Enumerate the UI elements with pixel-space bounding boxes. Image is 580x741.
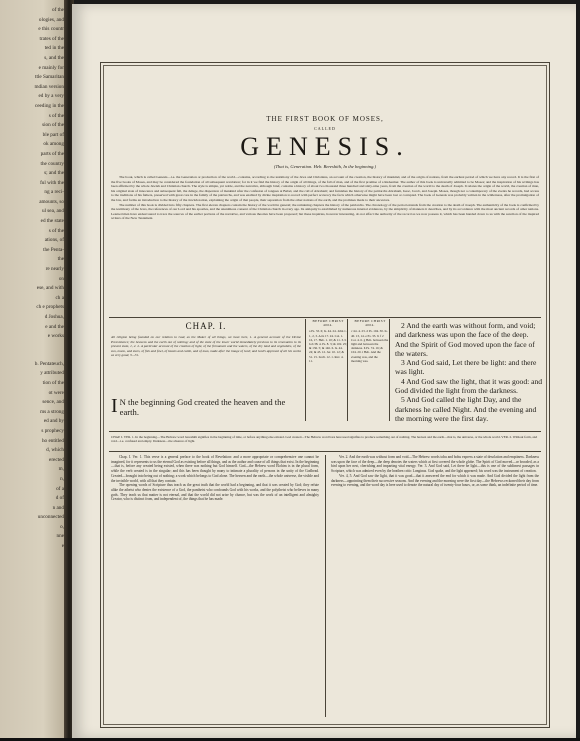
facing-page-line: s, and the [44, 54, 64, 61]
called-label: CALLED [314, 126, 336, 131]
facing-page-line: ul sea, and [41, 208, 64, 215]
page-subtitle: (That is, Generation. Heb. Bereshith, In the beginning.) [273, 164, 377, 169]
facing-page-line: sion of the [42, 122, 64, 129]
facing-page-line: s of the [48, 112, 64, 119]
facing-page-line: ch a [55, 294, 64, 301]
facing-page-line: ot were [48, 389, 64, 396]
commentary-right [331, 455, 539, 719]
commentary-left [111, 455, 319, 719]
ref-heading: BEFORE CHRIST 4004. [354, 319, 386, 328]
footnotes: CHAP. I. VER. 1. In the beginning—The Hebrew word bereshith signifies in the beginning of time, or before anything else existed. God created—The Hebrew word bara here used signifies to produce something out of nothing. The heaven and the earth—that is, the universe, or the whole world. VER. 2. Without form, and void—i.e. confused and empty. Darkness—the absence of light. [111, 435, 538, 444]
facing-page-line: ed by a very [38, 93, 64, 100]
divider [109, 317, 541, 318]
introduction-text [111, 175, 539, 395]
facing-page-line: sence, and [42, 399, 64, 406]
facing-page-line: o, [60, 523, 64, 530]
divider [109, 431, 541, 432]
facing-page-line: n, [60, 475, 64, 482]
facing-page-line: n and [52, 504, 64, 511]
facing-page-line: ms a strong [40, 408, 64, 415]
commentary-paragraph: Ver. 2. And the earth was without form and void—The Hebrew words tohu and bohu express a state of desolation and emptiness. Darkness was upon the face of the deep—the deep denotes the waters which at first covered the whole globe. The Spirit of God moved—or brooded, as a bird upon her nest, cherishing and imparting vital energy. Ver. 3. And God said, Let there be light—this is one of the sublimest passages in Scripture, which was admired even by the heathen critic Longinus. God spake, and the light appeared; his word was the instrument of creation. [331, 455, 539, 474]
facing-page-line: d Joshua, [44, 314, 64, 320]
cross-references-left [305, 319, 347, 421]
commentary-paragraph: Ver. 4, 5. And God saw the light, that it was good—that it answered the end for which it was made. And God divided the light from the darkness—appointing them their successive seasons. And the evening and the morning were the first day—the Hebrews reckoned their day from evening to evening, and the word day is here used to denote the natural day of twenty-four hours, or, as some think, an indefinite period of time. [331, 473, 539, 488]
facing-page-line: ese, and with [36, 285, 64, 292]
verse: 4 And God saw the light, that it was good: and God divided the light from the darkness. [395, 376, 543, 396]
page-title: GENESIS. [240, 132, 410, 161]
facing-page-line: erected [49, 456, 64, 463]
facing-page-line: b. Pentateuch, [34, 360, 64, 367]
facing-page-line: e mainly for [38, 64, 64, 71]
verse: 5 And God called the light Day, and the darkness he called Night. And the evening and the morning were the first day. [395, 395, 537, 423]
facing-page-line: s; and the [44, 170, 64, 177]
facing-page-line: ho entitled [41, 437, 64, 444]
ref-heading: BEFORE CHRIST 4004. [312, 319, 344, 328]
divider [109, 451, 541, 452]
facing-page-line: the country [40, 160, 64, 167]
facing-page-line: ed the state [40, 218, 64, 225]
facing-page-line: mdian version [34, 83, 64, 90]
column-separator [325, 455, 326, 717]
bible-page [72, 4, 576, 738]
facing-page-line: amounts, so [39, 198, 64, 205]
facing-page-line: e this countr [38, 26, 64, 33]
facing-page-text [2, 6, 64, 552]
verse: 2 And the earth was without form, and void; and darkness was upon the face of the deep. And the Spirit of God moved upon the face of the waters. [395, 321, 536, 358]
drop-cap: I [111, 395, 118, 417]
facing-page-line: e and the [45, 323, 64, 330]
facing-page-line: ted in the [44, 45, 64, 52]
facing-page-line: ok among [43, 141, 64, 148]
intro-paragraph: The book, which is called Genesis—i.e. the Generation or production of the world—contains, according to the testimony of the Jews and Christians, an account of the creation, the history of mankind, and of the origin of nations, from the earliest period of which we have any record. It is the first of the five books of Moses, and may be considered the foundation of all subsequent revelation; for in it we find the history of the origin of all things, of the fall of man, and of the first promise of a Redeemer. The author of this book is universally admitted to be Moses; and the inspiration of his writings has been affirmed by the whole Jewish and Christian church. The style is simple, yet noble, and the narrative, although brief, contains a history of about two thousand three hundred and sixty-nine years, from the creation of the world to the death of Joseph. It relates the origin of the world, the creation of man, his original state of innocence and subsequent fall, the deluge, the dispersion of mankind after the confusion of tongues at Babel, and the call of Abraham; and furnishes the history of the patriarchs Abraham, Isaac, Jacob, and Joseph. Moses, though not a contemporary of the events he records, had access to the traditions of his fathers, preserved with great care in the family of the patriarchs, and was enabled by divine inspiration to record with perfect accuracy the facts which otherwise might have been lost or corrupted. The book of Genesis was probably written in the wilderness, after the promulgation of the law, and forms an introduction to the history of the Jewish nation, explaining the origin of that people, their separation from the other nations of the earth, and the promises made to their ancestors. [111, 175, 539, 202]
commentary-paragraph: Chap. I. Ver. 1. This verse is a general preface to the book of Revelation: and a more appropriate or comprehensive one cannot be imagined, for it represents to us the eternal God as existing before all things, and as the author and cause of all things that exist. In the beginning—that is, before any created being existed, when there was nothing but God himself. God—the Hebrew word Elohim is in the plural form, while the verb created is in the singular; and this has been thought by many to intimate a plurality of persons in the unity of the Godhead. Created—brought into being out of nothing; a work which belongs to God alone. The heaven and the earth—the whole universe, the visible and the invisible world, with all that they contain. [111, 455, 319, 483]
verse-column [395, 321, 543, 423]
book-title: THE FIRST BOOK OF MOSES, [266, 115, 384, 123]
facing-page-line: the Penta- [43, 246, 64, 253]
cross-references-right [347, 319, 390, 421]
facing-page-line: ful with the [40, 179, 64, 186]
ref-list: c Jer. 4. 23. d Ps. 104. 30. Is. 40. 13, 14. e Ps. 33. 9. f 2 Cor. 4. 6. g Heb. between the light and between the darkness. h Ps. 74. 16; & 104. 20. i Heb. And the evening was, and the morning was. [351, 329, 389, 363]
facing-page-line: ble part of [42, 131, 64, 138]
facing-page-line: d of [55, 495, 64, 502]
verse: 3 And God said, Let there be light: and there was light. [395, 358, 537, 377]
facing-page-line: unconnected [37, 514, 64, 521]
facing-page-line: s of the [48, 227, 64, 234]
intro-paragraph: The number of this book is divided into fifty chapters. The first eleven chapters contain the history of the world in general; the remaining chapters the history of the patriarchs. The chronology of the period extends from the creation to the death of Joseph. The authenticity of the book is confirmed by the testimony of the Jews, the references of our Lord and his apostles, and the unanimous consent of the Christian church in every age. Its antiquity is established by numerous internal evidences, by the simplicity of manners it describes, and by its accordance with the most ancient records of other nations. Learned men have endeavoured to trace the sources of the earlier portions of the narrative, and various theories have been proposed; but these inquiries, however interesting, do not affect the authority of the record as we now possess it, which has been handed down to us with the sanction of the inspired writers of the New Testament. [111, 202, 539, 221]
facing-page-line: ttle Samaritan [35, 74, 64, 81]
facing-page-line: of a [56, 485, 64, 492]
facing-page-line: ceeding in the [34, 102, 64, 109]
page-frame [100, 62, 550, 728]
facing-page-line: e [61, 543, 64, 550]
facing-page-line: of the [52, 7, 64, 13]
facing-page-line: ed and by [43, 418, 64, 425]
facing-page-line: ations, of [44, 237, 64, 244]
facing-page-line: m, [58, 466, 64, 473]
chapter-summary: All religion being founded on our relation to God, as the Maker of all things, we have here, 1. A general account of the Divine Preexistence; the heavens and the earth out of nothing; and of the state of the lower world immediately previous to its renovation to its present state, 1, 2. 2. A particular account of the creation of light, of the firmament and the waters, of the dry land and vegetables, of the sun, moon, and stars, of fish and fowl, of beasts and cattle, and of man, made after the image of God; and God's approval of all his works as very good, 3—31. [111, 335, 301, 358]
book-header [101, 115, 549, 169]
facing-page-line: s prophecy [41, 427, 64, 434]
facing-page-line: re nearly [45, 266, 64, 273]
chapter-heading: CHAP. I. [185, 321, 227, 331]
facing-page-line: ng a reci- [44, 189, 64, 196]
facing-page-line: tion of the [42, 379, 64, 386]
facing-page-line: y attributed [40, 370, 64, 377]
verse-1 [111, 397, 301, 417]
facing-page-line: ologies, and [38, 16, 64, 23]
facing-page-line: d, which [46, 447, 64, 454]
facing-page-line: trates of the [39, 35, 64, 42]
facing-page-line: parts of the [40, 150, 64, 157]
facing-page-edge [0, 0, 72, 741]
verse-1-text: N the beginning God created the heaven and the earth. [119, 397, 286, 417]
facing-page-line: the [57, 256, 64, 263]
ref-list: a Ps. 33. 6; Is. 44. 24. John 1. 1, 2, 3. Acts 17. 24. Col. 1. 16, 17. Heb. 1. 10; & 11. 3. b Job 38. 4. Ps. 8. 3; & 102. 25; & 136. 5; & 146. 6. Is. 44. 24; & 45. 12. Jer. 10. 12; & 51. 15. Zech. 12. 1. Rev. 4. 11. [309, 329, 347, 363]
facing-page-line: on [58, 275, 64, 282]
facing-page-line: ch e prophets [36, 304, 64, 311]
facing-page-line: e works [47, 333, 64, 340]
facing-page-line: nne [56, 533, 64, 540]
commentary-paragraph: The opening words of Scripture thus teach us the great truth that the world had a beginning, and that it was created by God; they refute alike the atheist who denies the existence of a God, the pantheist who confounds God with his works, and the polytheist who believes in many gods. They teach us that matter is not eternal, and that the world did not arise by chance, but was the work of an intelligent and almighty Creator, who is distinct from, and independent of, the things that he has made. [111, 483, 319, 502]
